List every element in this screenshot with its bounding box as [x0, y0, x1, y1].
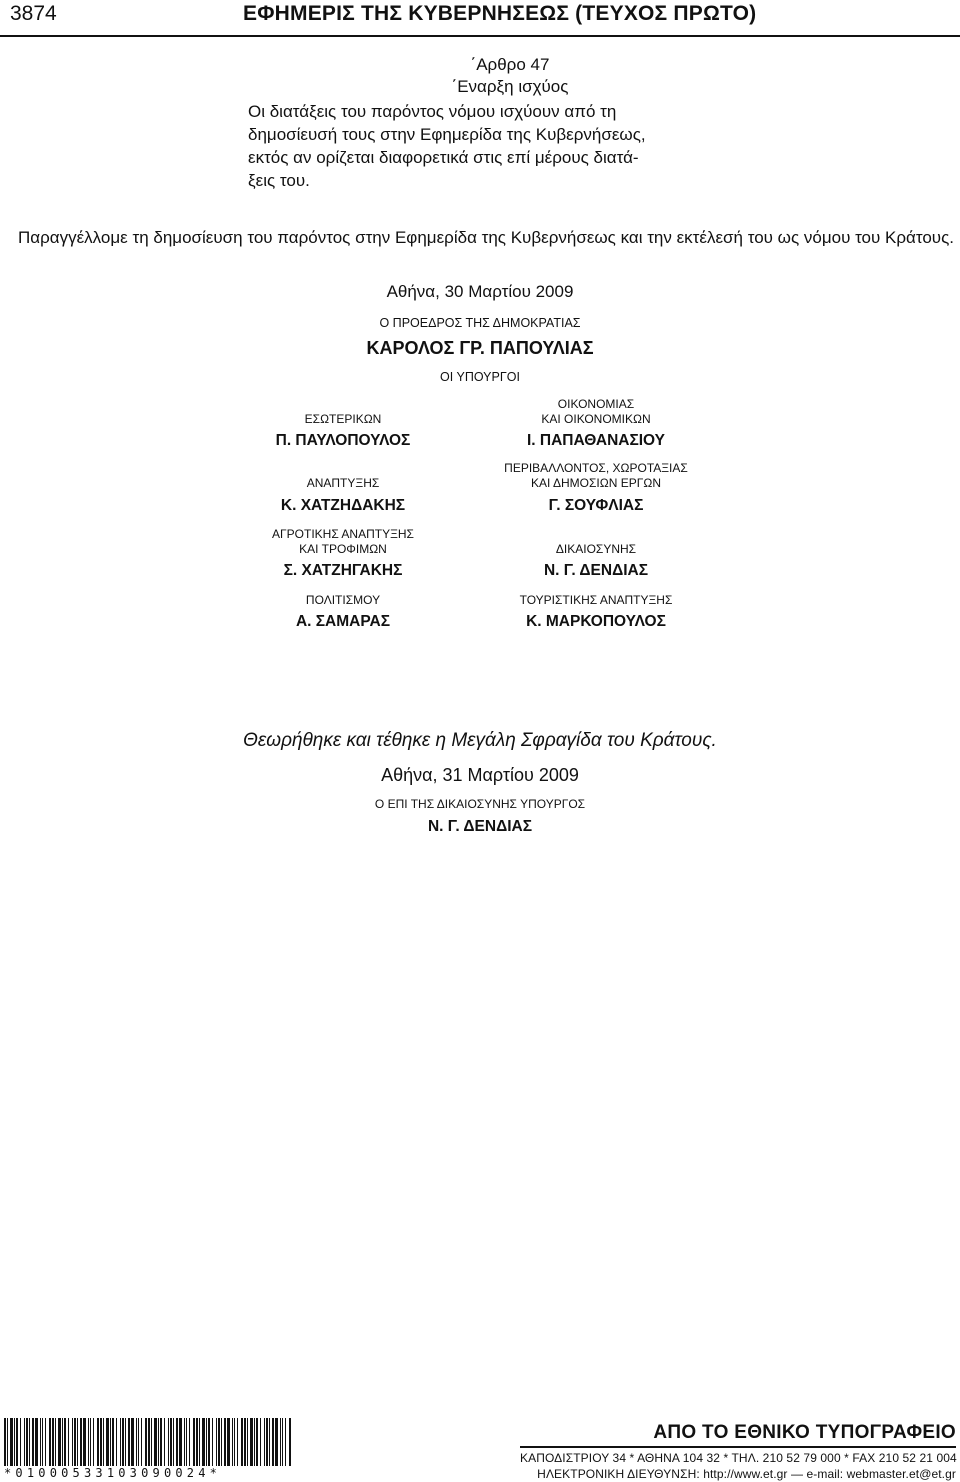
- barcode-bar: [141, 1418, 142, 1466]
- barcode-bar: [32, 1418, 34, 1466]
- barcode-bar: [272, 1418, 274, 1466]
- barcode-bar: [208, 1418, 210, 1466]
- barcode-bar: [154, 1418, 157, 1466]
- barcode-bar: [10, 1418, 13, 1466]
- article-title: ΄Αρθρο 47: [470, 55, 550, 74]
- minister-name: Π. ΠΑΥΛΟΠΟΥΛΟΣ: [275, 432, 411, 449]
- minister-name: Σ. ΧΑΤΖΗΓΑΚΗΣ: [283, 562, 403, 579]
- barcode-bar: [138, 1418, 139, 1466]
- minister-title: ΔΙΚΑΙΟΣΥΝΗΣ: [555, 542, 637, 556]
- barcode-bar: [224, 1418, 226, 1466]
- barcode-bar: [275, 1418, 278, 1466]
- ministers-heading: ΟΙ ΥΠΟΥΡΓΟΙ: [440, 370, 520, 384]
- barcode-bar: [74, 1418, 76, 1466]
- barcode-bar: [176, 1418, 178, 1466]
- barcode-bar: [280, 1418, 281, 1466]
- minister-name: Α. ΣΑΜΑΡΑΣ: [295, 613, 391, 630]
- barcode-bar: [58, 1418, 61, 1466]
- barcode-bar: [77, 1418, 78, 1466]
- page-number: 3874: [10, 2, 57, 25]
- barcode-bar: [52, 1418, 54, 1466]
- minister-name: Κ. ΜΑΡΚΟΠΟΥΛΟΣ: [526, 613, 666, 630]
- minister-title: ΕΣΩΤΕΡΙΚΩΝ: [304, 412, 382, 426]
- barcode-bar: [83, 1418, 86, 1466]
- barcode: [4, 1418, 294, 1466]
- barcode-bar: [244, 1418, 246, 1466]
- barcode-bar: [16, 1418, 18, 1466]
- barcode-bar: [173, 1418, 174, 1466]
- barcode-bar: [289, 1418, 291, 1466]
- barcode-bar: [285, 1418, 286, 1466]
- barcode-bar: [158, 1418, 159, 1466]
- barcode-bar: [128, 1418, 130, 1466]
- barcode-bar: [120, 1418, 121, 1466]
- seal-date: Αθήνα, 31 Μαρτίου 2009: [381, 765, 579, 785]
- minister-name: Ι. ΠΑΠΑΘΑΝΑΣΙΟΥ: [526, 432, 666, 449]
- barcode-bar: [93, 1418, 94, 1466]
- minister-title: ΑΓΡΟΤΙΚΗΣ ΑΝΑΠΤΥΞΗΣ: [272, 527, 414, 541]
- barcode-bar: [131, 1418, 134, 1466]
- minister-title: ΠΕΡΙΒΑΛΛΟΝΤΟΣ, ΧΩΡΟΤΑΞΙΑΣ: [504, 461, 688, 475]
- barcode-bar: [241, 1418, 243, 1466]
- barcode-bar: [4, 1418, 6, 1466]
- barcode-bar: [24, 1418, 25, 1466]
- article-line: ξεις του.: [248, 171, 310, 190]
- barcode-bar: [45, 1418, 46, 1466]
- minister-name: Γ. ΣΟΥΦΛΙΑΣ: [548, 497, 644, 514]
- minister-title: ΟΙΚΟΝΟΜΙΑΣ: [557, 397, 635, 411]
- barcode-bar: [26, 1418, 28, 1466]
- printer-name: ΑΠΟ ΤΟ ΕΘΝΙΚΟ ΤΥΠΟΓΡΑΦΕΙΟ: [653, 1422, 956, 1443]
- barcode-bar: [64, 1418, 66, 1466]
- signing-date: Αθήνα, 30 Μαρτίου 2009: [386, 282, 574, 301]
- article-line: εκτός αν ορίζεται διαφορετικά στις επί μέρους διατά-: [248, 148, 639, 167]
- barcode-bar: [212, 1418, 213, 1466]
- article-subtitle: ΄Εναρξη ισχύος: [451, 77, 569, 96]
- barcode-bar: [232, 1418, 233, 1466]
- minister-title: ΑΝΑΠΤΥΞΗΣ: [306, 476, 380, 490]
- barcode-bar: [103, 1418, 104, 1466]
- barcode-digits: *01000533103090024*: [4, 1466, 222, 1480]
- barcode-bar: [193, 1418, 195, 1466]
- article-line: δημοσίευσή τους στην Εφημερίδα της Κυβερνήσεως,: [248, 125, 646, 144]
- barcode-bar: [170, 1418, 172, 1466]
- barcode-bar: [199, 1418, 200, 1466]
- barcode-bar: [20, 1418, 21, 1466]
- barcode-bar: [112, 1418, 114, 1466]
- seal-statement: Θεωρήθηκε και τέθηκε η Μεγάλη Σφραγίδα του Κράτους.: [243, 730, 717, 751]
- barcode-bar: [35, 1418, 38, 1466]
- barcode-bar: [100, 1418, 102, 1466]
- barcode-bar: [145, 1418, 147, 1466]
- minister-title: ΚΑΙ ΔΗΜΟΣΙΩΝ ΕΡΓΩΝ: [530, 476, 661, 490]
- barcode-bar: [216, 1418, 217, 1466]
- barcode-bar: [55, 1418, 56, 1466]
- barcode-bar: [282, 1418, 283, 1466]
- barcode-bar: [42, 1418, 43, 1466]
- barcode-bar: [227, 1418, 230, 1466]
- minister-name: Ν. Γ. ΔΕΝΔΙΑΣ: [543, 562, 649, 579]
- barcode-bar: [186, 1418, 187, 1466]
- barcode-bar: [202, 1418, 205, 1466]
- barcode-bar: [90, 1418, 91, 1466]
- barcode-bar: [164, 1418, 165, 1466]
- barcode-bar: [237, 1418, 238, 1466]
- printer-web: ΗΛΕΚΤΡΟΝΙΚΗ ΔΙΕΥΘΥΝΣΗ: http://www.et.gr — e-mail: webmaster.et@et.gr: [537, 1467, 956, 1481]
- barcode-bar: [116, 1418, 117, 1466]
- printer-address: ΚΑΠΟΔΙΣΤΡΙΟΥ 34 * ΑΘΗΝΑ 104 32 * ΤΗΛ. 210 52 79 000 * FAX 210 52 21 004: [520, 1451, 957, 1465]
- barcode-bar: [168, 1418, 169, 1466]
- barcode-bar: [179, 1418, 182, 1466]
- minister-title: ΚΑΙ ΟΙΚΟΝΟΜΙΚΩΝ: [541, 412, 651, 426]
- barcode-bar: [196, 1418, 198, 1466]
- barcode-bar: [234, 1418, 235, 1466]
- barcode-bar: [68, 1418, 69, 1466]
- president-title: Ο ΠΡΟΕΔΡΟΣ ΤΗΣ ΔΗΜΟΚΡΑΤΙΑΣ: [379, 316, 581, 330]
- barcode-bar: [221, 1418, 222, 1466]
- barcode-bar: [136, 1418, 137, 1466]
- barcode-bar: [160, 1418, 162, 1466]
- gazette-title: ΕΦΗΜΕΡΙΣ ΤΗΣ ΚΥΒΕΡΝΗΣΕΩΣ (ΤΕΥΧΟΣ ΠΡΩΤΟ): [243, 2, 757, 25]
- barcode-bar: [260, 1418, 261, 1466]
- barcode-bar: [88, 1418, 89, 1466]
- barcode-bar: [40, 1418, 41, 1466]
- barcode-bar: [266, 1418, 268, 1466]
- barcode-bar: [62, 1418, 63, 1466]
- barcode-bar: [125, 1418, 126, 1466]
- barcode-bar: [256, 1418, 258, 1466]
- promulgation-text: Παραγγέλλομε τη δημοσίευση του παρόντος στην Εφημερίδα της Κυβερνήσεως και την εκτέλεσή του ως νόμου του Κράτους.: [18, 228, 955, 247]
- barcode-bar: [151, 1418, 152, 1466]
- barcode-bar: [97, 1418, 99, 1466]
- minister-title: ΤΟΥΡΙΣΤΙΚΗΣ ΑΝΑΠΤΥΞΗΣ: [519, 593, 673, 607]
- barcode-bar: [264, 1418, 265, 1466]
- barcode-bar: [7, 1418, 8, 1466]
- barcode-bar: [122, 1418, 124, 1466]
- barcode-bar: [218, 1418, 220, 1466]
- barcode-bar: [247, 1418, 248, 1466]
- justice-minister-title: Ο ΕΠΙ ΤΗΣ ΔΙΚΑΙΟΣΥΝΗΣ ΥΠΟΥΡΓΟΣ: [374, 797, 586, 811]
- barcode-bar: [250, 1418, 253, 1466]
- barcode-bar: [148, 1418, 150, 1466]
- barcode-bar: [80, 1418, 82, 1466]
- minister-title: ΠΟΛΙΤΙΣΜΟΥ: [305, 593, 381, 607]
- article-line: Οι διατάξεις του παρόντος νόμου ισχύουν από τη: [248, 102, 617, 121]
- barcode-bar: [184, 1418, 185, 1466]
- minister-name: Κ. ΧΑΤΖΗΔΑΚΗΣ: [280, 497, 406, 514]
- minister-title: ΚΑΙ ΤΡΟΦΙΜΩΝ: [299, 542, 387, 556]
- barcode-bar: [110, 1418, 111, 1466]
- printer-rule: [520, 1446, 956, 1448]
- barcode-bar: [29, 1418, 30, 1466]
- barcode-bar: [14, 1418, 15, 1466]
- barcode-bar: [106, 1418, 109, 1466]
- barcode-bar: [269, 1418, 270, 1466]
- barcode-bar: [206, 1418, 207, 1466]
- barcode-bar: [189, 1418, 190, 1466]
- justice-minister-name: Ν. Γ. ΔΕΝΔΙΑΣ: [427, 818, 533, 835]
- barcode-bar: [72, 1418, 73, 1466]
- president-name: ΚΑΡΟΛΟΣ ΓΡ. ΠΑΠΟΥΛΙΑΣ: [366, 338, 594, 358]
- barcode-bar: [254, 1418, 255, 1466]
- header-rule: [0, 35, 960, 37]
- barcode-bar: [49, 1418, 51, 1466]
